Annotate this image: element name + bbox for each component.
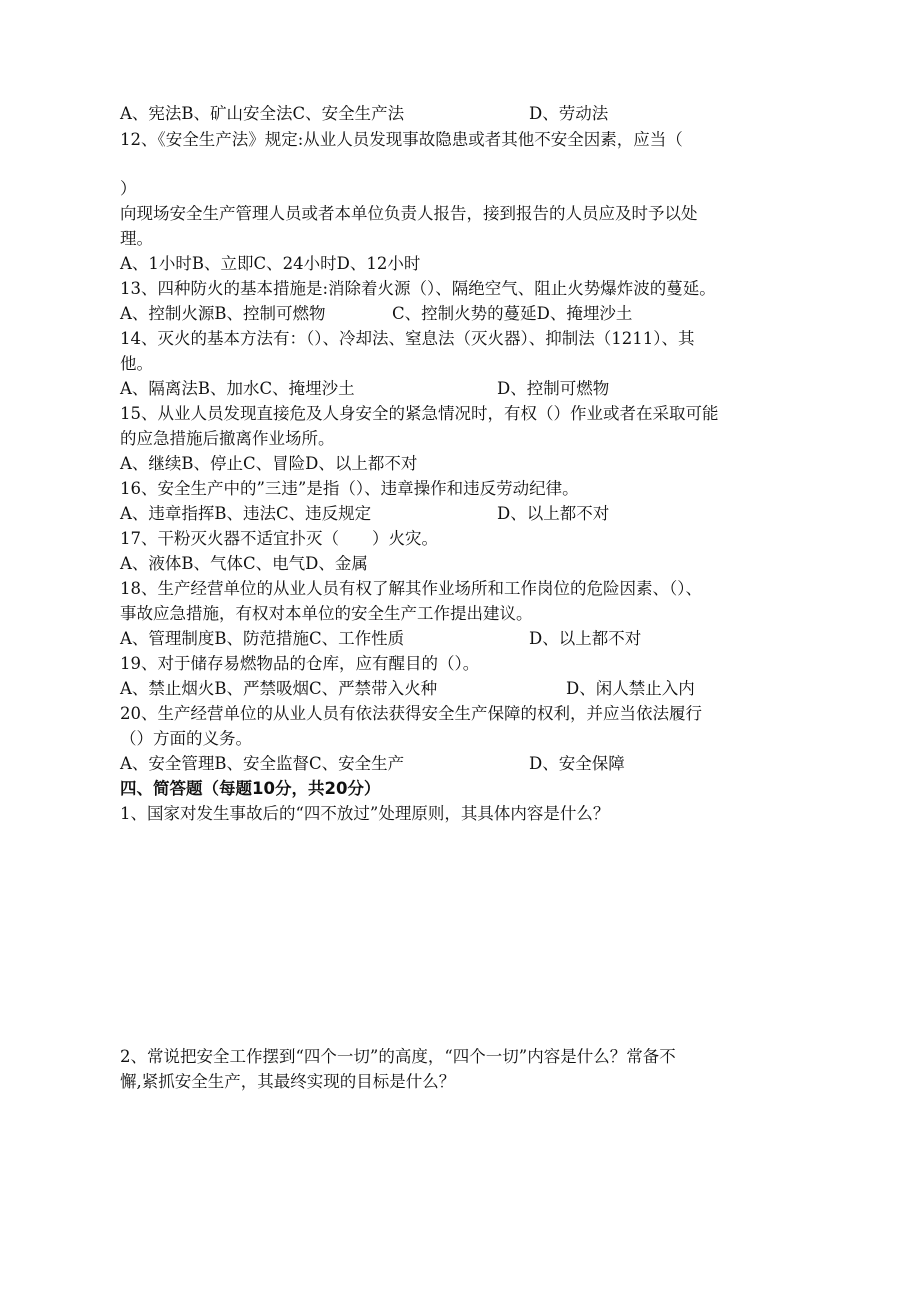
q20-line-1: 20、生产经营单位的从业人员有依法获得安全生产保障的权利，并应当依法履行 bbox=[120, 704, 702, 723]
q14-line-1: 14、灭火的基本方法有：（）、冷却法、窒息法（灭火器）、抑制法（1211）、其 bbox=[120, 329, 695, 348]
q18-line-1: 18、生产经营单位的从业人员有权了解其作业场所和工作岗位的危险因素、（）、 bbox=[120, 579, 702, 598]
short-answer-2-line-2: 懈,紧抓安全生产，其最终实现的目标是什么？ bbox=[120, 1072, 456, 1091]
q11-options bbox=[120, 102, 609, 126]
q15-line-1: 15、从业人员发现直接危及人身安全的紧急情况时，有权（）作业或者在采取可能 bbox=[120, 404, 719, 423]
q20-option-d: D、安全保障 bbox=[529, 754, 625, 773]
q20-options-abc: A、安全管理B、安全监督C、安全生产 bbox=[120, 754, 405, 773]
q13-options-ab: A、控制火源B、控制可燃物 bbox=[120, 304, 326, 323]
q11-options-abc: A、宪法B、矿山安全法C、安全生产法 bbox=[120, 104, 405, 123]
short-answer-1: 1、国家对发生事故后的“四不放过”处理原则，其具体内容是什么？ bbox=[120, 804, 610, 823]
q16-options-abc: A、违章指挥B、违法C、违反规定 bbox=[120, 504, 372, 523]
q11-option-d: D、劳动法 bbox=[529, 104, 609, 123]
q19-option-d: D、闲人禁止入内 bbox=[566, 679, 695, 698]
q14-option-d: D、控制可燃物 bbox=[497, 379, 610, 398]
q16-option-d: D、以上都不对 bbox=[497, 504, 610, 523]
q14-line-2: 他。 bbox=[120, 354, 153, 373]
q12-line-1: 12、《安全生产法》规定:从业人员发现事故隐患或者其他不安全因素，应当（ bbox=[120, 130, 683, 149]
q19-options bbox=[120, 677, 695, 701]
q17-line-1: 17、干粉灭火器不适宜扑灭（ ）火灾。 bbox=[120, 529, 438, 548]
section-heading: 四、简答题（每题10分，共20分） bbox=[120, 779, 381, 798]
q15-options: A、继续B、停止C、冒险D、以上都不对 bbox=[120, 454, 418, 473]
q12-options: A、1小时B、立即C、24小时D、12小时 bbox=[120, 254, 421, 273]
q18-options-abc: A、管理制度B、防范措施C、工作性质 bbox=[120, 629, 405, 648]
q14-options-abc: A、隔离法B、加水C、掩埋沙土 bbox=[120, 379, 355, 398]
q16-options bbox=[120, 502, 610, 526]
q12-line-2: ） bbox=[120, 179, 137, 198]
q20-line-2: （）方面的义务。 bbox=[120, 729, 252, 748]
q18-options bbox=[120, 627, 642, 651]
q14-options bbox=[120, 377, 610, 401]
q17-options: A、液体B、气体C、电气D、金属 bbox=[120, 554, 368, 573]
q20-options bbox=[120, 752, 625, 776]
q12-line-4: 理。 bbox=[120, 229, 153, 248]
q13-options-cd: C、控制火势的蔓延D、掩埋沙土 bbox=[392, 304, 633, 323]
short-answer-2-line-1: 2、常说把安全工作摆到“四个一切”的高度，“四个一切”内容是什么？常备不 bbox=[120, 1047, 676, 1066]
q13-options bbox=[120, 302, 633, 326]
q18-line-2: 事故应急措施，有权对本单位的安全生产工作提出建议。 bbox=[120, 604, 533, 623]
q16-line-1: 16、安全生产中的”三违”是指（）、违章操作和违反劳动纪律。 bbox=[120, 479, 579, 498]
q13-line-1: 13、四种防火的基本措施是:消除着火源（）、隔绝空气、阻止火势爆炸波的蔓延。 bbox=[120, 279, 716, 298]
q15-line-2: 的应急措施后撤离作业场所。 bbox=[120, 429, 335, 448]
q18-option-d: D、以上都不对 bbox=[529, 629, 642, 648]
q19-options-abc: A、禁止烟火B、严禁吸烟C、严禁带入火种 bbox=[120, 679, 438, 698]
q19-line-1: 19、对于储存易燃物品的仓库，应有醒目的（）。 bbox=[120, 654, 480, 673]
q12-line-3: 向现场安全生产管理人员或者本单位负责人报告，接到报告的人员应及时予以处 bbox=[120, 204, 698, 223]
